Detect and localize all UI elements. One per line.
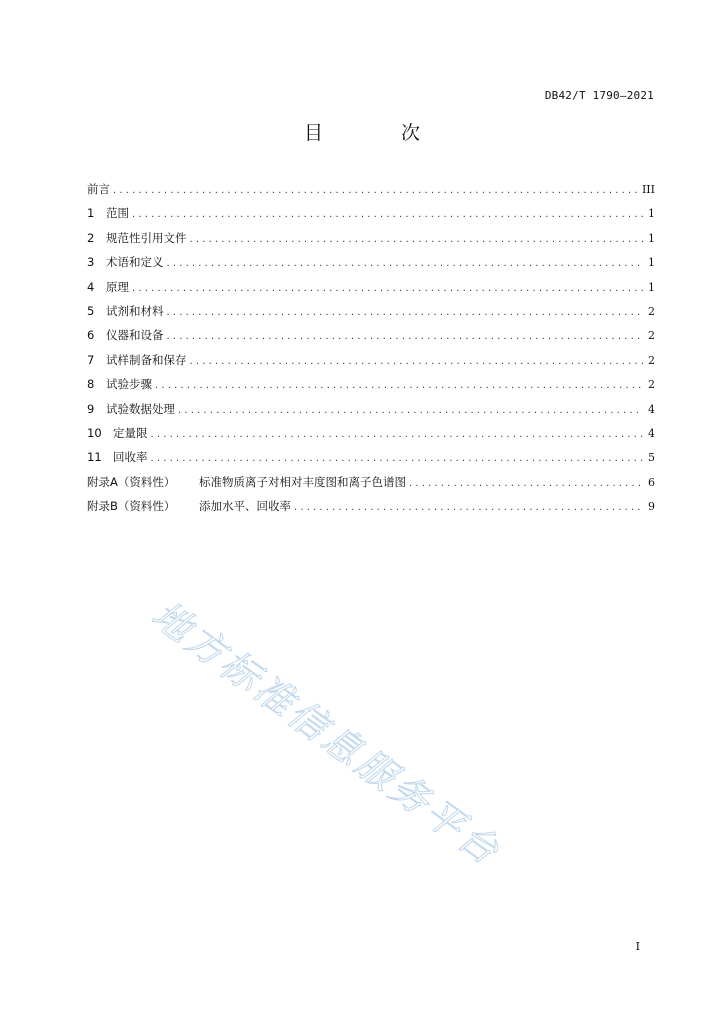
toc-leader-dots (178, 402, 643, 416)
toc-entry-title: 回收率 (113, 450, 148, 465)
toc-entry-number: 11 (87, 450, 102, 465)
toc-entry-appendix-b[interactable] (87, 498, 655, 522)
toc-entry-title: 仪器和设备 (106, 328, 164, 343)
toc-entry-number: 附录A（资料性） (87, 474, 176, 489)
toc-leader-dots (132, 280, 643, 294)
toc-leader-dots (132, 206, 643, 220)
toc-entry-title: 规范性引用文件 (106, 230, 187, 245)
toc-entry-page: 2 (648, 353, 655, 367)
toc-entry-foreword[interactable] (87, 181, 655, 205)
toc-entry-10[interactable] (87, 425, 655, 449)
toc-entry-appendix-a[interactable] (87, 474, 655, 498)
toc-entry-page: 1 (648, 256, 655, 270)
toc-entry-page: 4 (648, 426, 655, 440)
toc-entry-title: 试样制备和保存 (106, 352, 187, 367)
toc-entry-number: 附录B（资料性） (87, 499, 176, 514)
toc-leader-dots (190, 231, 644, 245)
toc-entry-page: 9 (648, 500, 655, 514)
toc-entry-number: 8 (87, 377, 95, 392)
toc-entry-2[interactable] (87, 230, 655, 254)
toc-entry-title: 添加水平、回收率 (199, 499, 291, 514)
toc-entry-number: 6 (87, 328, 95, 343)
toc-entry-number: 5 (87, 303, 95, 318)
toc-entry-7[interactable] (87, 352, 655, 376)
toc-leader-dots (151, 426, 644, 440)
toc-entry-8[interactable] (87, 376, 655, 400)
toc-entry-number: 2 (87, 230, 95, 245)
toc-leader-dots (167, 304, 644, 318)
standard-code: DB42/T 1790—2021 (544, 89, 654, 102)
toc-leader-dots (155, 377, 643, 391)
toc-entry-page: 4 (648, 402, 655, 416)
watermark: 地方标准信息服务平台 (143, 592, 510, 875)
toc-leader-dots (151, 450, 644, 464)
toc-entry-page: 5 (648, 451, 655, 465)
toc-entry-page: 1 (648, 280, 655, 294)
toc-entry-1[interactable] (87, 205, 655, 229)
toc-entry-page: 2 (648, 329, 655, 343)
toc-entry-title: 前言 (87, 182, 110, 196)
toc-entry-page: 2 (648, 304, 655, 318)
toc-entry-page: 6 (648, 475, 655, 489)
toc-entry-title: 试验数据处理 (106, 401, 175, 416)
toc-entry-number: 4 (87, 279, 95, 294)
toc-entry-3[interactable] (87, 254, 655, 278)
toc-entry-page: 1 (648, 231, 655, 245)
toc-entry-title: 试剂和材料 (106, 303, 164, 318)
toc-leader-dots (409, 475, 643, 489)
table-of-contents (87, 181, 655, 522)
toc-entry-title: 试验步骤 (106, 377, 152, 392)
toc-entry-9[interactable] (87, 401, 655, 425)
toc-entry-title: 原理 (106, 279, 129, 294)
toc-entry-number: 3 (87, 255, 95, 270)
toc-entry-title: 定量限 (113, 425, 148, 440)
toc-entry-number: 10 (87, 425, 102, 440)
toc-entry-4[interactable] (87, 279, 655, 303)
toc-entry-11[interactable] (87, 449, 655, 473)
toc-entry-5[interactable] (87, 303, 655, 327)
toc-entry-number: 1 (87, 206, 95, 221)
toc-entry-title: 范围 (106, 206, 129, 221)
toc-entry-page: 2 (648, 378, 655, 392)
toc-entry-number: 9 (87, 401, 95, 416)
toc-entry-title: 术语和定义 (106, 255, 164, 270)
toc-entry-6[interactable] (87, 327, 655, 351)
page-title: 目 次 (303, 122, 457, 144)
toc-leader-dots (167, 328, 644, 342)
toc-entry-page: III (641, 183, 655, 196)
toc-leader-dots (167, 255, 644, 269)
toc-entry-number: 7 (87, 352, 95, 367)
toc-leader-dots (190, 353, 644, 367)
toc-entry-title: 标准物质离子对相对丰度图和离子色谱图 (199, 474, 406, 489)
toc-leader-dots (294, 499, 643, 513)
toc-leader-dots (113, 182, 638, 196)
page-number: I (635, 940, 640, 953)
toc-entry-page: 1 (648, 207, 655, 221)
